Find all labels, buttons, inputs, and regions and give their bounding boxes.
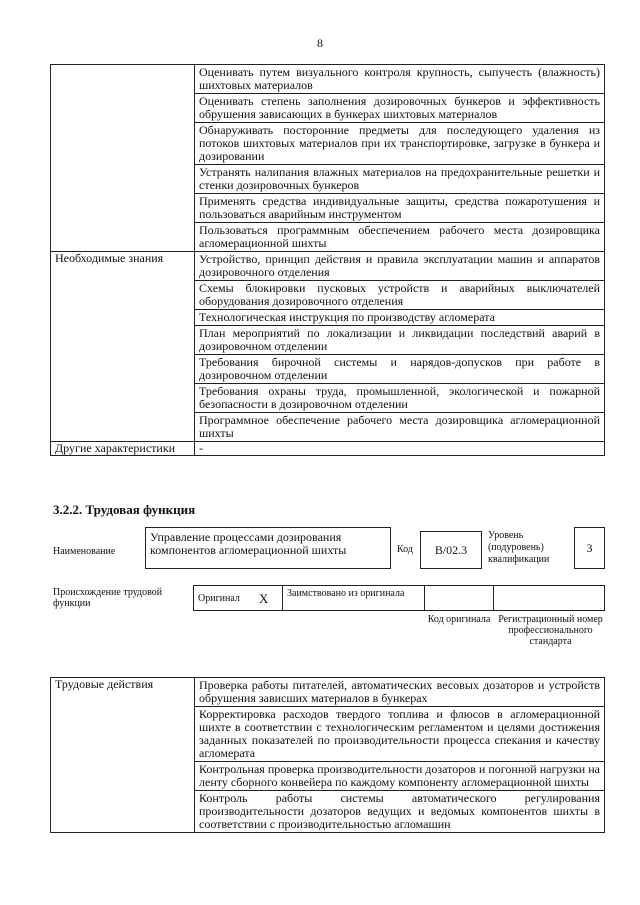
reg-number-cell bbox=[494, 586, 605, 611]
reg-number-caption: Регистрационный номер профессионального стандарта bbox=[498, 614, 603, 647]
section-title: 3.2.2. Трудовая функция bbox=[53, 502, 196, 517]
original-mark: X bbox=[246, 586, 283, 611]
knowledge-item: План мероприятий по локализации и ликвидации последствий аварий в дозировочном отделении bbox=[195, 326, 605, 355]
skill-item: Обнаруживать посторонние предметы для последующего удаления из потоков шихтовых материалов при их транспортировке, загрузке в бункера и дозировании bbox=[195, 123, 605, 165]
other-label: Другие характеристики bbox=[51, 442, 195, 456]
skill-item: Оценивать степень заполнения дозировочных бункеров и эффективность обрушения зависающих в бункерах шихтовых материалов bbox=[195, 94, 605, 123]
skill-item: Устранять налипания влажных материалов на предохранительные решетки и стенки дозировочных бункеров bbox=[195, 165, 605, 194]
skill-item: Пользоваться программным обеспечением рабочего места дозировщика агломерационной шихты bbox=[195, 223, 605, 252]
action-item: Корректировка расходов твердого топлива и флюсов в агломерационной шихте в соответствии с технологическим регламентом и целями достижения заданных показателей по производительности процесса спекания и качеству агломерата bbox=[195, 707, 605, 762]
level-label: Уровень (подуровень) квалификации bbox=[488, 530, 550, 565]
origin-label: Происхождение трудовой функции bbox=[53, 587, 163, 609]
knowledge-item: Требования охраны труда, промышленной, экологической и пожарной безопасности в дозировочном отделении bbox=[195, 384, 605, 413]
code-original-cell bbox=[425, 586, 494, 611]
knowledge-item: Требования бирочной системы и нарядов-допусков при работе в дозировочном отделении bbox=[195, 355, 605, 384]
action-item: Проверка работы питателей, автоматических весовых дозаторов и устройств обрушения зависших материалов в бункерах bbox=[195, 678, 605, 707]
borrowed-label: Заимствовано из оригинала bbox=[283, 586, 425, 611]
level-value-box: 3 bbox=[574, 527, 605, 569]
code-original-caption: Код оригинала bbox=[427, 614, 491, 625]
knowledge-item: Технологическая инструкция по производству агломерата bbox=[195, 310, 605, 326]
code-label: Код bbox=[397, 544, 413, 555]
skills-label-cell bbox=[51, 65, 195, 252]
page-number: 8 bbox=[317, 36, 323, 50]
action-item: Контрольная проверка производительности дозаторов и погонной нагрузки на ленту сборного конвейера по каждому компоненту агломерационной шихты bbox=[195, 762, 605, 791]
function-name-box: Управление процессами дозирования компонентов агломерационной шихты bbox=[145, 527, 391, 569]
skills-knowledge-table bbox=[50, 64, 605, 456]
labor-actions-table bbox=[50, 677, 605, 833]
skill-item: Применять средства индивидуальные защиты, средства пожаротушения и пользоваться аварийным инструментом bbox=[195, 194, 605, 223]
code-value-box: В/02.3 bbox=[420, 531, 482, 569]
knowledge-label: Необходимые знания bbox=[51, 252, 195, 442]
other-value: - bbox=[195, 442, 605, 456]
original-label: Оригинал bbox=[194, 586, 246, 611]
knowledge-item: Устройство, принцип действия и правила эксплуатации машин и аппаратов дозировочного отделения bbox=[195, 252, 605, 281]
action-item: Контроль работы системы автоматического регулирования производительности дозаторов ведущих и ведомых компонентов шихты в соответствии с производительностью агломашин bbox=[195, 791, 605, 833]
knowledge-item: Схемы блокировки пусковых устройств и аварийных выключателей оборудования дозировочного отделения bbox=[195, 281, 605, 310]
knowledge-item: Программное обеспечение рабочего места дозировщика агломерационной шихты bbox=[195, 413, 605, 442]
actions-label: Трудовые действия bbox=[51, 678, 195, 833]
origin-table bbox=[193, 585, 605, 611]
skill-item: Оценивать путем визуального контроля крупность, сыпучесть (влажность) шихтовых материалов bbox=[195, 65, 605, 94]
name-label: Наименование bbox=[53, 546, 116, 557]
